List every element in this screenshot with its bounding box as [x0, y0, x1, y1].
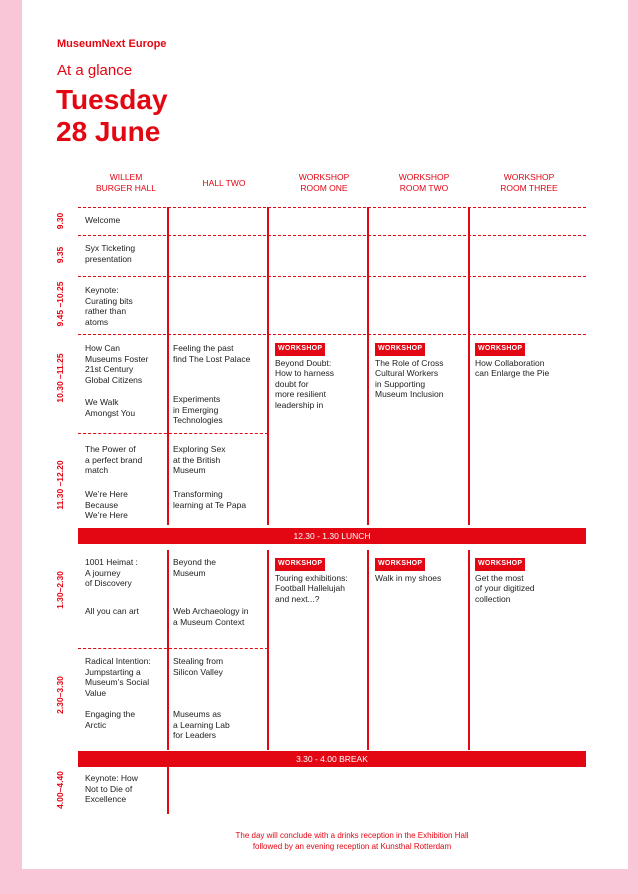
session-lost-palace: Feeling the past find The Lost Palace [173, 343, 251, 364]
session-welcome: Welcome [85, 215, 121, 225]
session-title: Get the most of your digitized collection [475, 572, 535, 604]
header-workshop-room-one [274, 172, 374, 194]
row-divider [78, 207, 586, 208]
workshop-cross-cultural [375, 342, 444, 400]
header-line: BURGER HALL [96, 183, 156, 193]
session-stealing-from-silicon-valley: Stealing from Silicon Valley [173, 656, 224, 677]
header-line: WORKSHOP [298, 172, 350, 182]
workshop-badge: WORKSHOP [275, 343, 325, 356]
session-1001-heimat: 1001 Heimat : A journey of Discovery [85, 557, 138, 588]
day-date: 28 June [56, 116, 161, 147]
session-syx-ticketing: Syx Ticketing presentation [85, 243, 136, 264]
header-line: WORKSHOP [503, 172, 555, 182]
session-title: How Collaboration can Enlarge the Pie [475, 357, 550, 378]
workshop-badge: WORKSHOP [475, 343, 525, 356]
session-engaging-the-arctic: Engaging the Arctic [85, 709, 136, 730]
header-line: HALL TWO [202, 178, 246, 188]
header-line: WORKSHOP [398, 172, 450, 182]
session-title: Beyond Doubt: How to harness doubt for more resilient leadership in [275, 357, 335, 410]
column-divider [267, 550, 269, 750]
workshop-badge: WORKSHOP [275, 558, 325, 571]
session-keynote-curating: Keynote: Curating bits rather than atoms [85, 285, 133, 327]
page-title [56, 84, 168, 148]
workshop-badge: WORKSHOP [475, 558, 525, 571]
column-divider [167, 207, 169, 525]
column-divider [367, 550, 369, 750]
session-radical-intention: Radical Intention: Jumpstarting a Museum’s Social Value [85, 656, 151, 698]
header-line: ROOM THREE [500, 183, 558, 193]
column-divider [167, 550, 169, 750]
closing-note [162, 831, 542, 852]
header-workshop-room-three [474, 172, 584, 194]
workshop-collaboration [475, 342, 549, 379]
workshop-badge: WORKSHOP [375, 343, 425, 356]
workshop-touring-exhibitions [275, 557, 348, 604]
day-name: Tuesday [56, 84, 168, 115]
column-divider [468, 207, 470, 525]
closing-note-line: The day will conclude with a drinks reception in the Exhibition Hall [235, 831, 469, 840]
row-divider [78, 235, 586, 236]
workshop-walk-in-my-shoes [375, 557, 441, 583]
session-learning-lab: Museums as a Learning Lab for Leaders [173, 709, 230, 740]
column-divider [367, 207, 369, 525]
column-divider [167, 766, 169, 814]
header-line: WILLEM [109, 172, 143, 182]
closing-note-line: followed by an evening reception at Kunsthal Rotterdam [252, 841, 452, 851]
session-title: Walk in my shoes [375, 572, 442, 583]
header-workshop-room-two [374, 172, 474, 194]
header-line: ROOM TWO [399, 183, 449, 193]
schedule-page: MuseumNext Europe At a glance Tuesday 28 June WILLEM BURGER HALL HALL TWO WORKSHOP ROOM ONE WORKSHOP ROOM TWO WORKSHOP ROOM THREE 9.30 9.35 9.45 –10.25 10.30 –11.25 11.30 –12.20 1.30–2.30 2.30–3.30 4.00–4.40 Welcome Syx Ticketing presentation Keynote: Curating bits rather than atoms How Can Museums Foster 21st Century Global Citizens We Walk Amongst You Feeling the past find The Lost Palace Experiments in Emerging Technologies WORKSHOP Beyond Doubt: How to harness doubt for more resilient leadership in WORKSHOP The Role of Cross Cultural Workers in Supporting Museum Inclusion WORKSHOP How Collaboration can Enlarge the Pie The Power of a perfect brand match We’re Here Because We’re Here Exploring Sex at the British Museum Transforming learning at Te Papa 12.30 - 1.30 LUNCH 1001 Heimat : A journey of Discovery All you can art Beyond the Museum Web Archaeology in a Museum Context WORKSHOP Touring exhibitions: Football Hallelujah and next...? WORKSHOP Walk in my shoes WORKSHOP Get the most of your digitized collection Radical Intention: Jumpstarting a Museum’s Social Value Engaging the Arctic Stealing from Silicon Valley Museums as a Learning Lab for Leaders 3.30 - 4.00 BREAK Keynote: How Not to Die of Excellence The day will conclude with a drinks reception in the Exhibition Hall followed by an evening reception at Kunsthal Rotterdam [22, 0, 628, 869]
session-global-citizens: How Can Museums Foster 21st Century Global Citizens [85, 343, 149, 385]
row-divider [78, 276, 586, 277]
workshop-digitized-collection [475, 557, 535, 604]
session-web-archaeology: Web Archaeology in a Museum Context [173, 606, 249, 627]
session-exploring-sex: Exploring Sex at the British Museum [173, 444, 226, 475]
column-divider [267, 207, 269, 525]
session-we-walk-amongst-you: We Walk Amongst You [85, 397, 136, 418]
session-emerging-technologies: Experiments in Emerging Technologies [173, 394, 223, 425]
session-title: The Role of Cross Cultural Workers in Supporting Museum Inclusion [375, 357, 444, 399]
brand-name: MuseumNext Europe [57, 38, 167, 50]
session-were-here: We’re Here Because We’re Here [85, 489, 128, 520]
row-divider [78, 433, 268, 434]
header-line: ROOM ONE [300, 183, 348, 193]
session-all-you-can-art: All you can art [85, 606, 139, 616]
page-subtitle: At a glance [57, 62, 133, 79]
session-beyond-the-museum: Beyond the Museum [173, 557, 217, 578]
lunch-break-band: 12.30 - 1.30 LUNCH [78, 528, 586, 544]
workshop-beyond-doubt [275, 342, 334, 410]
workshop-badge: WORKSHOP [375, 558, 425, 571]
header-hall-two [174, 178, 274, 189]
session-keynote-excellence: Keynote: How Not to Die of Excellence [85, 773, 138, 804]
afternoon-break-band: 3.30 - 4.00 BREAK [78, 751, 586, 767]
session-perfect-brand-match: The Power of a perfect brand match [85, 444, 143, 475]
column-divider [468, 550, 470, 750]
session-te-papa: Transforming learning at Te Papa [173, 489, 247, 510]
row-divider [78, 648, 268, 649]
session-title: Touring exhibitions: Football Hallelujah and next...? [275, 572, 348, 604]
header-willem-burger-hall [78, 172, 174, 194]
row-divider [78, 334, 586, 335]
